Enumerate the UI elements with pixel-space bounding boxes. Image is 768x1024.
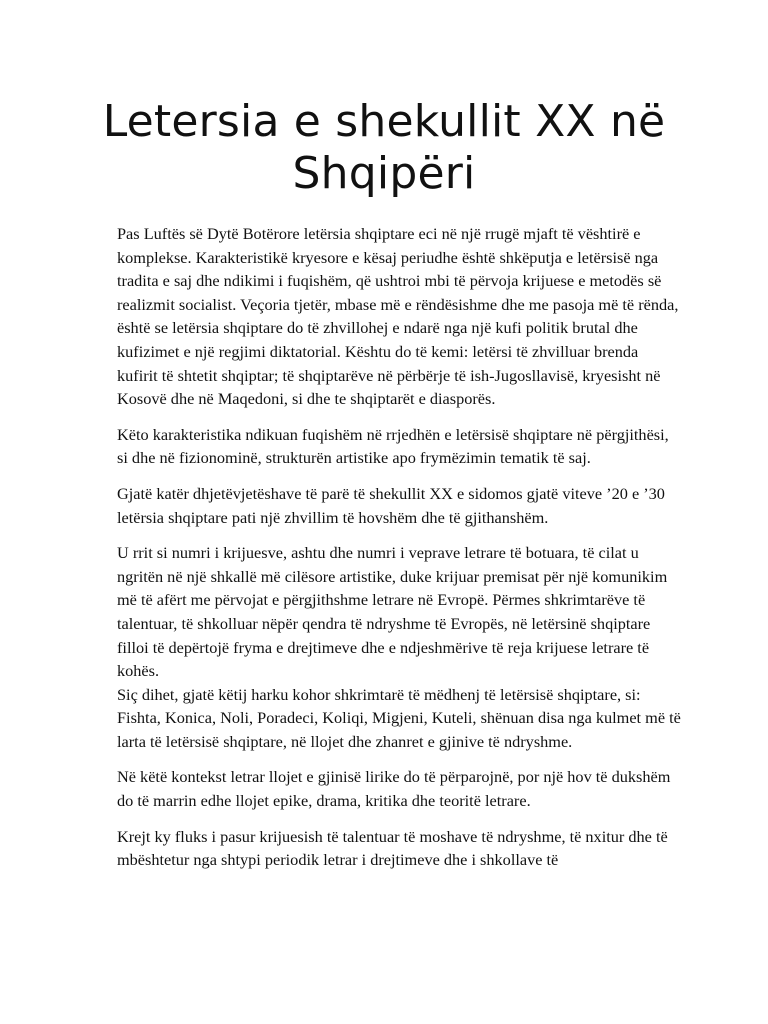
document-title: Letersia e shekullit XX në Shqipëri xyxy=(102,96,666,199)
paragraph-6: Krejt ky fluks i pasur krijuesish të talentuar të moshave të ndryshme, të nxitur dhe të mbështetur nga shtypi periodik letrar i drejtimeve dhe i shkollave të xyxy=(117,826,668,870)
paragraph-3: Gjatë katër dhjetëvjetëshave të parë të shekullit XX e sidomos gjatë viteve ’20 e ’30 letërsia shqiptare pati një zhvillim të hovshëm dhe të gjithanshëm. xyxy=(117,483,665,527)
paragraph-1: Pas Luftës së Dytë Botërore letërsia shqiptare eci në një rrugë mjaft të vështirë e komplekse. Karakteristikë kryesore e kësaj periudhe është shkëputja e letërsisë nga tradita e saj dhe ndikimi i fuqishëm, që ushtroi mbi të përvoja krijuese e metodës së realizmit socialist. Veçoria tjetër, mbase më e rëndësishme dhe me pasoja më të rënda, është se letërsia shqiptare do të zhvillohej e ndarë nga një kufi politik brutal dhe kufizimet e një regjimi diktatorial. Kështu do të kemi: letërsi të zhvilluar brenda kufirit të shtetit shqiptar; të shqiptarëve në përbërje të ish-Jugosllavisë, kryesisht në Kosovë dhe në Maqedoni, si dhe te shqiptarët e diasporës. xyxy=(117,224,679,409)
paragraph-5: Në këtë kontekst letrar llojet e gjinisë lirike do të përparojnë, por një hov të dukshëm do të marrin edhe llojet epike, drama, kritika dhe teoritë letrare. xyxy=(117,767,671,811)
document-body xyxy=(117,222,682,884)
paragraph-2: Këto karakteristika ndikuan fuqishëm në rrjedhën e letërsisë shqiptare në përgjithësi, si dhe në fizionominë, strukturën artistike apo frymëzimin tematik të saj. xyxy=(117,424,669,468)
paragraph-4: U rrit si numri i krijuesve, ashtu dhe numri i veprave letrare të botuara, të cilat u ngritën në një shkallë më cilësore artistike, duke krijuar premisat për një komunikim më të afërt me përvojat e përgjithshme letrare në Evropë. Përmes shkrimtarëve të talentuar, të shkolluar nëpër qendra të ndryshme të Evropës, në letërsinë shqiptare filloi të depërtojë fryma e drejtimeve dhe e ndjeshmërive të reja krijuese letrare të kohës. Siç dihet, gjatë këtij harku kohor shkrimtarë të mëdhenj të letërsisë shqiptare, si: Fishta, Konica, Noli, Poradeci, Koliqi, Migjeni, Kuteli, shënuan disa nga kulmet më të larta të letërsisë shqiptare, në llojet dhe zhanret e gjinive të ndryshme. xyxy=(117,543,681,751)
